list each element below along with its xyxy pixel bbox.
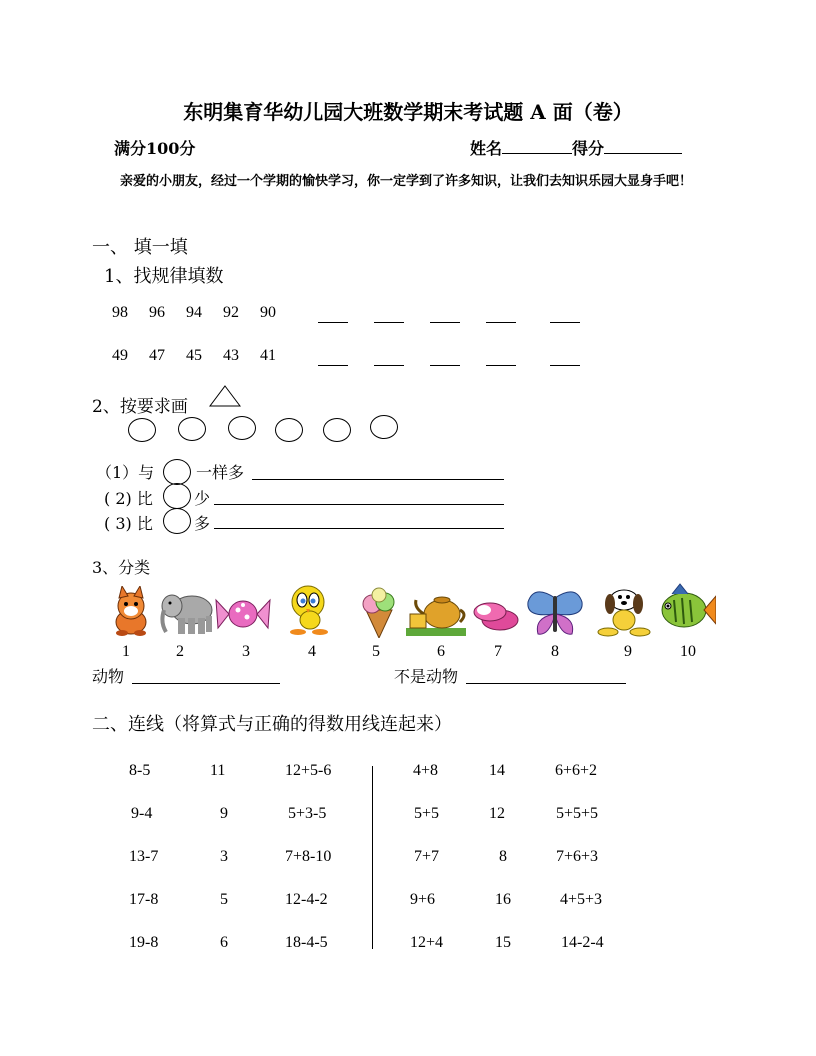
picture-number: 3 bbox=[242, 643, 250, 660]
answer-line[interactable] bbox=[214, 528, 504, 529]
answer-line[interactable] bbox=[252, 479, 504, 480]
candy-icon bbox=[214, 590, 272, 642]
score-blank[interactable] bbox=[604, 139, 682, 154]
answer-blank[interactable] bbox=[318, 306, 348, 323]
result-number[interactable]: 15 bbox=[495, 934, 511, 951]
sequence-number: 94 bbox=[186, 304, 202, 321]
result-number[interactable]: 5 bbox=[220, 891, 228, 908]
sequence-number: 43 bbox=[223, 347, 239, 364]
expression[interactable]: 17-8 bbox=[129, 891, 159, 908]
expression[interactable]: 9-4 bbox=[131, 805, 153, 822]
fish-icon bbox=[654, 582, 716, 638]
sequence-number: 47 bbox=[149, 347, 165, 364]
circle-shape bbox=[228, 416, 256, 440]
circle-shape bbox=[163, 483, 191, 509]
expression[interactable]: 9+6 bbox=[410, 891, 436, 908]
full-score-label: 满分100分 bbox=[114, 139, 196, 158]
circle-shape bbox=[163, 508, 191, 534]
picture-number: 8 bbox=[551, 643, 559, 660]
section1-heading: 一、 填一填 bbox=[92, 237, 188, 258]
expression[interactable]: 5+5 bbox=[414, 805, 440, 822]
answer-blank[interactable] bbox=[374, 349, 404, 366]
q2-line-suffix: 少 bbox=[194, 489, 211, 508]
expression[interactable]: 4+8 bbox=[413, 762, 439, 779]
expression[interactable]: 4+5+3 bbox=[560, 891, 603, 908]
expression[interactable]: 13-7 bbox=[129, 848, 159, 865]
q1-label: 1、找规律填数 bbox=[104, 266, 224, 287]
sequence-number: 45 bbox=[186, 347, 202, 364]
circle-shape bbox=[178, 417, 206, 441]
picture-number: 4 bbox=[308, 643, 316, 660]
answer-blank[interactable] bbox=[550, 349, 580, 366]
picture-number: 1 bbox=[122, 643, 130, 660]
expression[interactable]: 7+7 bbox=[414, 848, 440, 865]
not-animal-answer-line[interactable] bbox=[466, 683, 626, 684]
picture-number: 7 bbox=[494, 643, 502, 660]
expression[interactable]: 12+4 bbox=[410, 934, 444, 951]
q2-line-suffix: 多 bbox=[194, 514, 211, 533]
result-number[interactable]: 9 bbox=[220, 805, 228, 822]
slippers-icon bbox=[470, 592, 520, 636]
expression[interactable]: 5+3-5 bbox=[288, 805, 327, 822]
answer-blanks-row bbox=[318, 306, 580, 327]
answer-blanks-row bbox=[318, 349, 580, 370]
triangle-icon bbox=[208, 384, 242, 408]
result-number[interactable]: 11 bbox=[210, 762, 226, 779]
answer-blank[interactable] bbox=[486, 306, 516, 323]
expression[interactable]: 7+8-10 bbox=[285, 848, 332, 865]
answer-blank[interactable] bbox=[550, 306, 580, 323]
divider-line bbox=[372, 766, 373, 949]
result-number[interactable]: 6 bbox=[220, 934, 228, 951]
result-number[interactable]: 12 bbox=[489, 805, 505, 822]
ice-cream-icon bbox=[352, 586, 406, 638]
expression[interactable]: 18-4-5 bbox=[285, 934, 328, 951]
expression[interactable]: 5+5+5 bbox=[556, 805, 599, 822]
q2-line-prefix: ( 3) 比 bbox=[104, 514, 153, 533]
answer-line[interactable] bbox=[214, 504, 504, 505]
circle-shape bbox=[370, 415, 398, 439]
expression[interactable]: 19-8 bbox=[129, 934, 159, 951]
score-label: 得分 bbox=[572, 139, 605, 158]
not-animal-label: 不是动物 bbox=[394, 667, 459, 686]
q3-label: 3、分类 bbox=[92, 558, 151, 577]
teapot-icon bbox=[404, 584, 468, 638]
expression[interactable]: 6+6+2 bbox=[555, 762, 598, 779]
result-number[interactable]: 14 bbox=[489, 762, 505, 779]
name-blank[interactable] bbox=[502, 139, 572, 154]
answer-blank[interactable] bbox=[430, 306, 460, 323]
picture-number: 2 bbox=[176, 643, 184, 660]
sequence-number: 98 bbox=[112, 304, 128, 321]
answer-blank[interactable] bbox=[486, 349, 516, 366]
expression[interactable]: 8-5 bbox=[129, 762, 151, 779]
picture-number: 10 bbox=[680, 643, 696, 660]
circle-shape bbox=[275, 418, 303, 442]
section2-heading: 二、连线（将算式与正确的得数用线连起来） bbox=[92, 714, 452, 735]
circle-shape bbox=[323, 418, 351, 442]
circle-shape bbox=[128, 418, 156, 442]
dog-icon bbox=[594, 586, 654, 638]
q2-line-suffix: 一样多 bbox=[196, 463, 245, 482]
sequence-number: 96 bbox=[149, 304, 165, 321]
expression[interactable]: 14-2-4 bbox=[561, 934, 604, 951]
answer-blank[interactable] bbox=[374, 306, 404, 323]
elephant-icon bbox=[158, 586, 216, 638]
page-title: 东明集育华幼儿园大班数学期末考试题 A 面（卷） bbox=[183, 100, 633, 124]
picture-number: 5 bbox=[372, 643, 380, 660]
expression[interactable]: 12+5-6 bbox=[285, 762, 332, 779]
result-number[interactable]: 8 bbox=[499, 848, 507, 865]
result-number[interactable]: 3 bbox=[220, 848, 228, 865]
animal-answer-line[interactable] bbox=[132, 683, 280, 684]
answer-blank[interactable] bbox=[318, 349, 348, 366]
result-number[interactable]: 16 bbox=[495, 891, 511, 908]
intro-paragraph: 亲爱的小朋友，经过一个学期的愉快学习，你一定学到了许多知识，让我们去知识乐园大显身手吧！ bbox=[120, 174, 693, 189]
sequence-row bbox=[112, 347, 297, 365]
expression[interactable]: 12-4-2 bbox=[285, 891, 328, 908]
q2-label: 2、按要求画 bbox=[92, 397, 188, 417]
picture-number: 9 bbox=[624, 643, 632, 660]
picture-number: 6 bbox=[437, 643, 445, 660]
sequence-number: 92 bbox=[223, 304, 239, 321]
sequence-number: 41 bbox=[260, 347, 276, 364]
name-label: 姓名 bbox=[470, 139, 503, 158]
name-field-group bbox=[470, 136, 682, 159]
q2-line-prefix: （1）与 bbox=[96, 463, 155, 482]
answer-blank[interactable] bbox=[430, 349, 460, 366]
sequence-row bbox=[112, 304, 297, 322]
fox-toy-icon bbox=[104, 586, 158, 638]
expression[interactable]: 7+6+3 bbox=[556, 848, 599, 865]
sequence-number: 90 bbox=[260, 304, 276, 321]
sequence-number: 49 bbox=[112, 347, 128, 364]
circle-shape bbox=[163, 459, 191, 485]
animal-label: 动物 bbox=[92, 667, 125, 686]
yellow-bird-icon bbox=[280, 582, 338, 638]
q2-line-prefix: ( 2) 比 bbox=[104, 489, 153, 508]
butterfly-icon bbox=[524, 588, 586, 640]
